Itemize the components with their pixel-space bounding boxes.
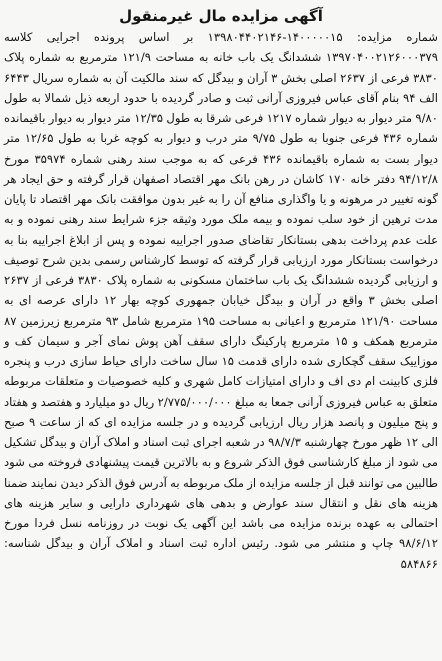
notice-title: آگهی مزایده مال غیرمنقول <box>119 7 323 25</box>
notice-body: شماره مزایده: ۱۴۰۰۰۰۰۱۵-۱۳۹۸۰۴۴۰۲۱۴۶ بر اساس پرونده اجرایی کلاسه ۱۳۹۷۰۴۰۰۲۱۲۶۰۰۰۳۷۹ ششدانگ یک باب خانه به مساحت ۱۲۱/۹ مترمربع به شماره پلاک ۳۸۳۰ فرعی از ۲۶۳۷ اصلی بخش ۳ آران و بیدگل که سند مالکیت آن به شماره سریال ۶۴۴۳ الف ۹۴ بنام آقای عباس فیروزی آرانی ثبت و صادر گردیده با حدود اربعه ذیل شمالا به طول ۹/۸۰ متر دیوار به دیوار شماره ۱۲۱۷ فرعی شرقا به طول ۱۲/۳۵ متر دیوار به دیوار باقیمانده شماره ۴۳۶ فرعی جنوبا به طول ۹/۷۵ متر درب و دیوار به کوچه غربا به طول ۱۲/۶۵ متر دیوار بست به شماره باقیمانده ۴۳۶ فرعی که به موجب سند رهنی شماره ۳۵۹۷۴ مورخ ۹۴/۱۲/۸ دفتر خانه ۱۷۰ کاشان در رهن بانک مهر اقتصاد اصفهان قرار گرفته و حق ایجاد هر گونه تغییر در مرهونه و یا واگذاری منافع آن را به غیر بدون موافقت بانک مهر اقتصاد تا پایان مدت ترهین از خود سلب نموده و بیمه ملک مورد وثیقه جزء شرایط سند رهنی نموده و به علت عدم پرداخت بدهی بستانکار تقاضای صدور اجراییه نموده و پس از ابلاغ اجراییه بنا به درخواست بستانکار مورد ارزیابی قرار گرفته که توسط کارشناس رسمی بدین شرح توصیف و ارزیابی گردیده ششدانگ یک باب ساختمان مسکونی به شماره پلاک ۳۸۳۰ فرعی از ۲۶۳۷ اصلی بخش ۳ واقع در آران و بیدگل خیابان جمهوری کوچه بهار ۱۲ دارای عرصه ای به مساحت ۱۲۱/۹۰ مترمربع و اعیانی به مساحت ۱۹۵ مترمربع شامل ۹۳ مترمربع زیرزمین ۸۷ مترمربع همکف و ۱۵ مترمربع پارکینگ دارای سقف آهن پوش نمای آجر و سیمان کف و موزاییک سقف گچکاری شده دارای قدمت ۱۵ سال ساخت دارای حیاط سازی درب و پنجره فلزی کابینت ام دی اف و دارای امتیازات کامل شهری و کلیه خصوصیات و متعلقات مربوطه متعلق به عباس فیروزی آرانی جمعا به مبلغ ۲/۷۷۵/۰۰۰/۰۰۰ ریال دو میلیارد و هفتصد و هفتاد و پنج میلیون و پانصد هزار ریال ارزیابی گردیده و در جلسه مزایده ای که از ساعت ۹ صبح الی ۱۲ ظهر مورخ چهارشنبه ۹۸/۷/۳ در شعبه اجرای ثبت اسناد و املاک آران و بیدگل تشکیل می شود از مبلغ کارشناسی فوق الذکر شروع و به بالاترین قیمت پیشنهادی فروخته می شود طالبین می توانند قبل از جلسه مزایده از ملک مربوطه به آدرس فوق الذکر دیدن نمایند ضمنا هزینه های نقل و انتقال سند عوارض و بدهی های شهرداری دارایی و سایر هزینه های احتمالی به عهده برنده مزایده می باشد این آگهی یک نوبت در روزنامه نسل فردا مورخ ۹۸/۶/۱۲ چاپ و منتشر می شود. رئیس اداره ثبت اسناد و املاک آران و بیدگل شناسه: ۵۸۴۸۶۶ <box>4 30 439 571</box>
